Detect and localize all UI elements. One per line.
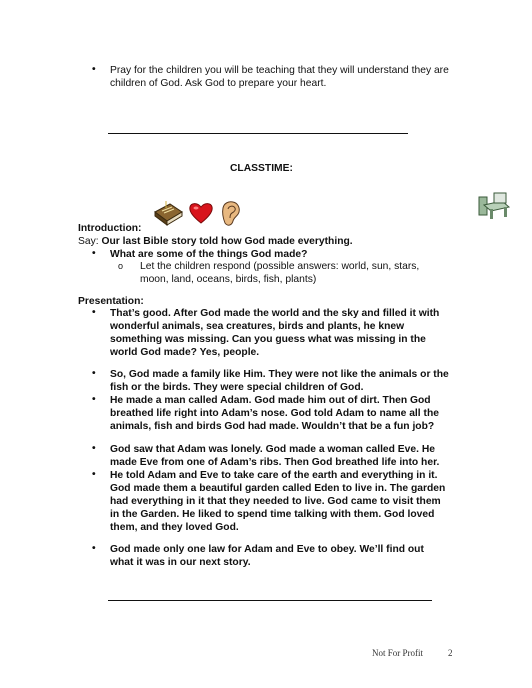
intro-response-line-2: moon, land, oceans, birds, fish, plants) <box>140 274 317 285</box>
presentation-bullet-6: • <box>92 543 96 554</box>
classtime-heading: CLASSTIME: <box>230 163 293 174</box>
intro-sub-bullet: o <box>118 261 124 271</box>
intro-response-line-1: Let the children respond (possible answers: world, sun, stars, <box>140 261 420 272</box>
presentation-item-6-line-2: what it was in our next story. <box>110 557 251 568</box>
footer-label: Not For Profit <box>372 648 424 658</box>
ear-icon <box>219 199 243 229</box>
presentation-item-1-line-3: something was missing. Can you guess what was missing in the <box>110 334 426 345</box>
presentation-item-5-line-1: He told Adam and Eve to take care of the earth and everything in it. <box>110 470 438 481</box>
presentation-bullet-4: • <box>92 443 96 454</box>
presentation-item-2-line-2: fish or the birds. They were special children of God. <box>110 382 364 393</box>
say-prefix: Say: <box>78 236 99 247</box>
chair-icon <box>476 189 514 221</box>
prep-bullet: • <box>92 64 96 75</box>
presentation-item-1-line-1: That’s good. After God made the world and the sky and filled it with <box>110 308 440 319</box>
intro-bullet: • <box>92 248 96 259</box>
presentation-bullet-5: • <box>92 469 96 480</box>
divider-top <box>108 133 408 134</box>
presentation-item-5-line-3: had everything in it that they needed to live. God came to visit them <box>110 496 441 507</box>
presentation-item-3-line-2: breathed life right into Adam’s nose. God told Adam to name all the <box>110 408 439 419</box>
prep-line-2: children of God. Ask God to prepare your heart. <box>110 78 327 89</box>
say-text: Our last Bible story told how God made everything. <box>101 236 353 247</box>
prep-line-1: Pray for the children you will be teaching that they will understand they are <box>110 65 449 76</box>
presentation-item-3-line-3: animals, fish and birds God had made. Wouldn’t that be a fun job? <box>110 421 435 432</box>
presentation-item-2-line-1: So, God made a family like Him. They were not like the animals or the <box>110 369 449 380</box>
bible-icon <box>152 198 184 228</box>
heart-icon <box>188 200 214 226</box>
presentation-item-4-line-1: God saw that Adam was lonely. God made a woman called Eve. He <box>110 444 436 455</box>
presentation-bullet-2: • <box>92 368 96 379</box>
introduction-heading: Introduction: <box>78 223 142 234</box>
page-number: 2 <box>448 648 453 658</box>
intro-question: What are some of the things God made? <box>110 249 308 260</box>
presentation-item-3-line-1: He made a man called Adam. God made him out of dirt. Then God <box>110 395 431 406</box>
presentation-heading: Presentation: <box>78 296 144 307</box>
presentation-item-5-line-2: God made them a beautiful garden called Eden to live in. The garden <box>110 483 446 494</box>
presentation-item-1-line-4: world God made? Yes, people. <box>110 347 260 358</box>
presentation-item-6-line-1: God made only one law for Adam and Eve to obey. We’ll find out <box>110 544 424 555</box>
presentation-item-4-line-2: made Eve from one of Adam’s ribs. Then God breathed life into her. <box>110 457 440 468</box>
presentation-item-5-line-5: them, and they loved God. <box>110 522 239 533</box>
presentation-bullet-1: • <box>92 307 96 318</box>
divider-bottom <box>108 600 432 601</box>
presentation-item-5-line-4: in the Garden. He liked to spend time talking with them. God loved <box>110 509 435 520</box>
presentation-bullet-3: • <box>92 394 96 405</box>
presentation-item-1-line-2: wonderful animals, sea creatures, birds and plants, he knew <box>110 321 405 332</box>
